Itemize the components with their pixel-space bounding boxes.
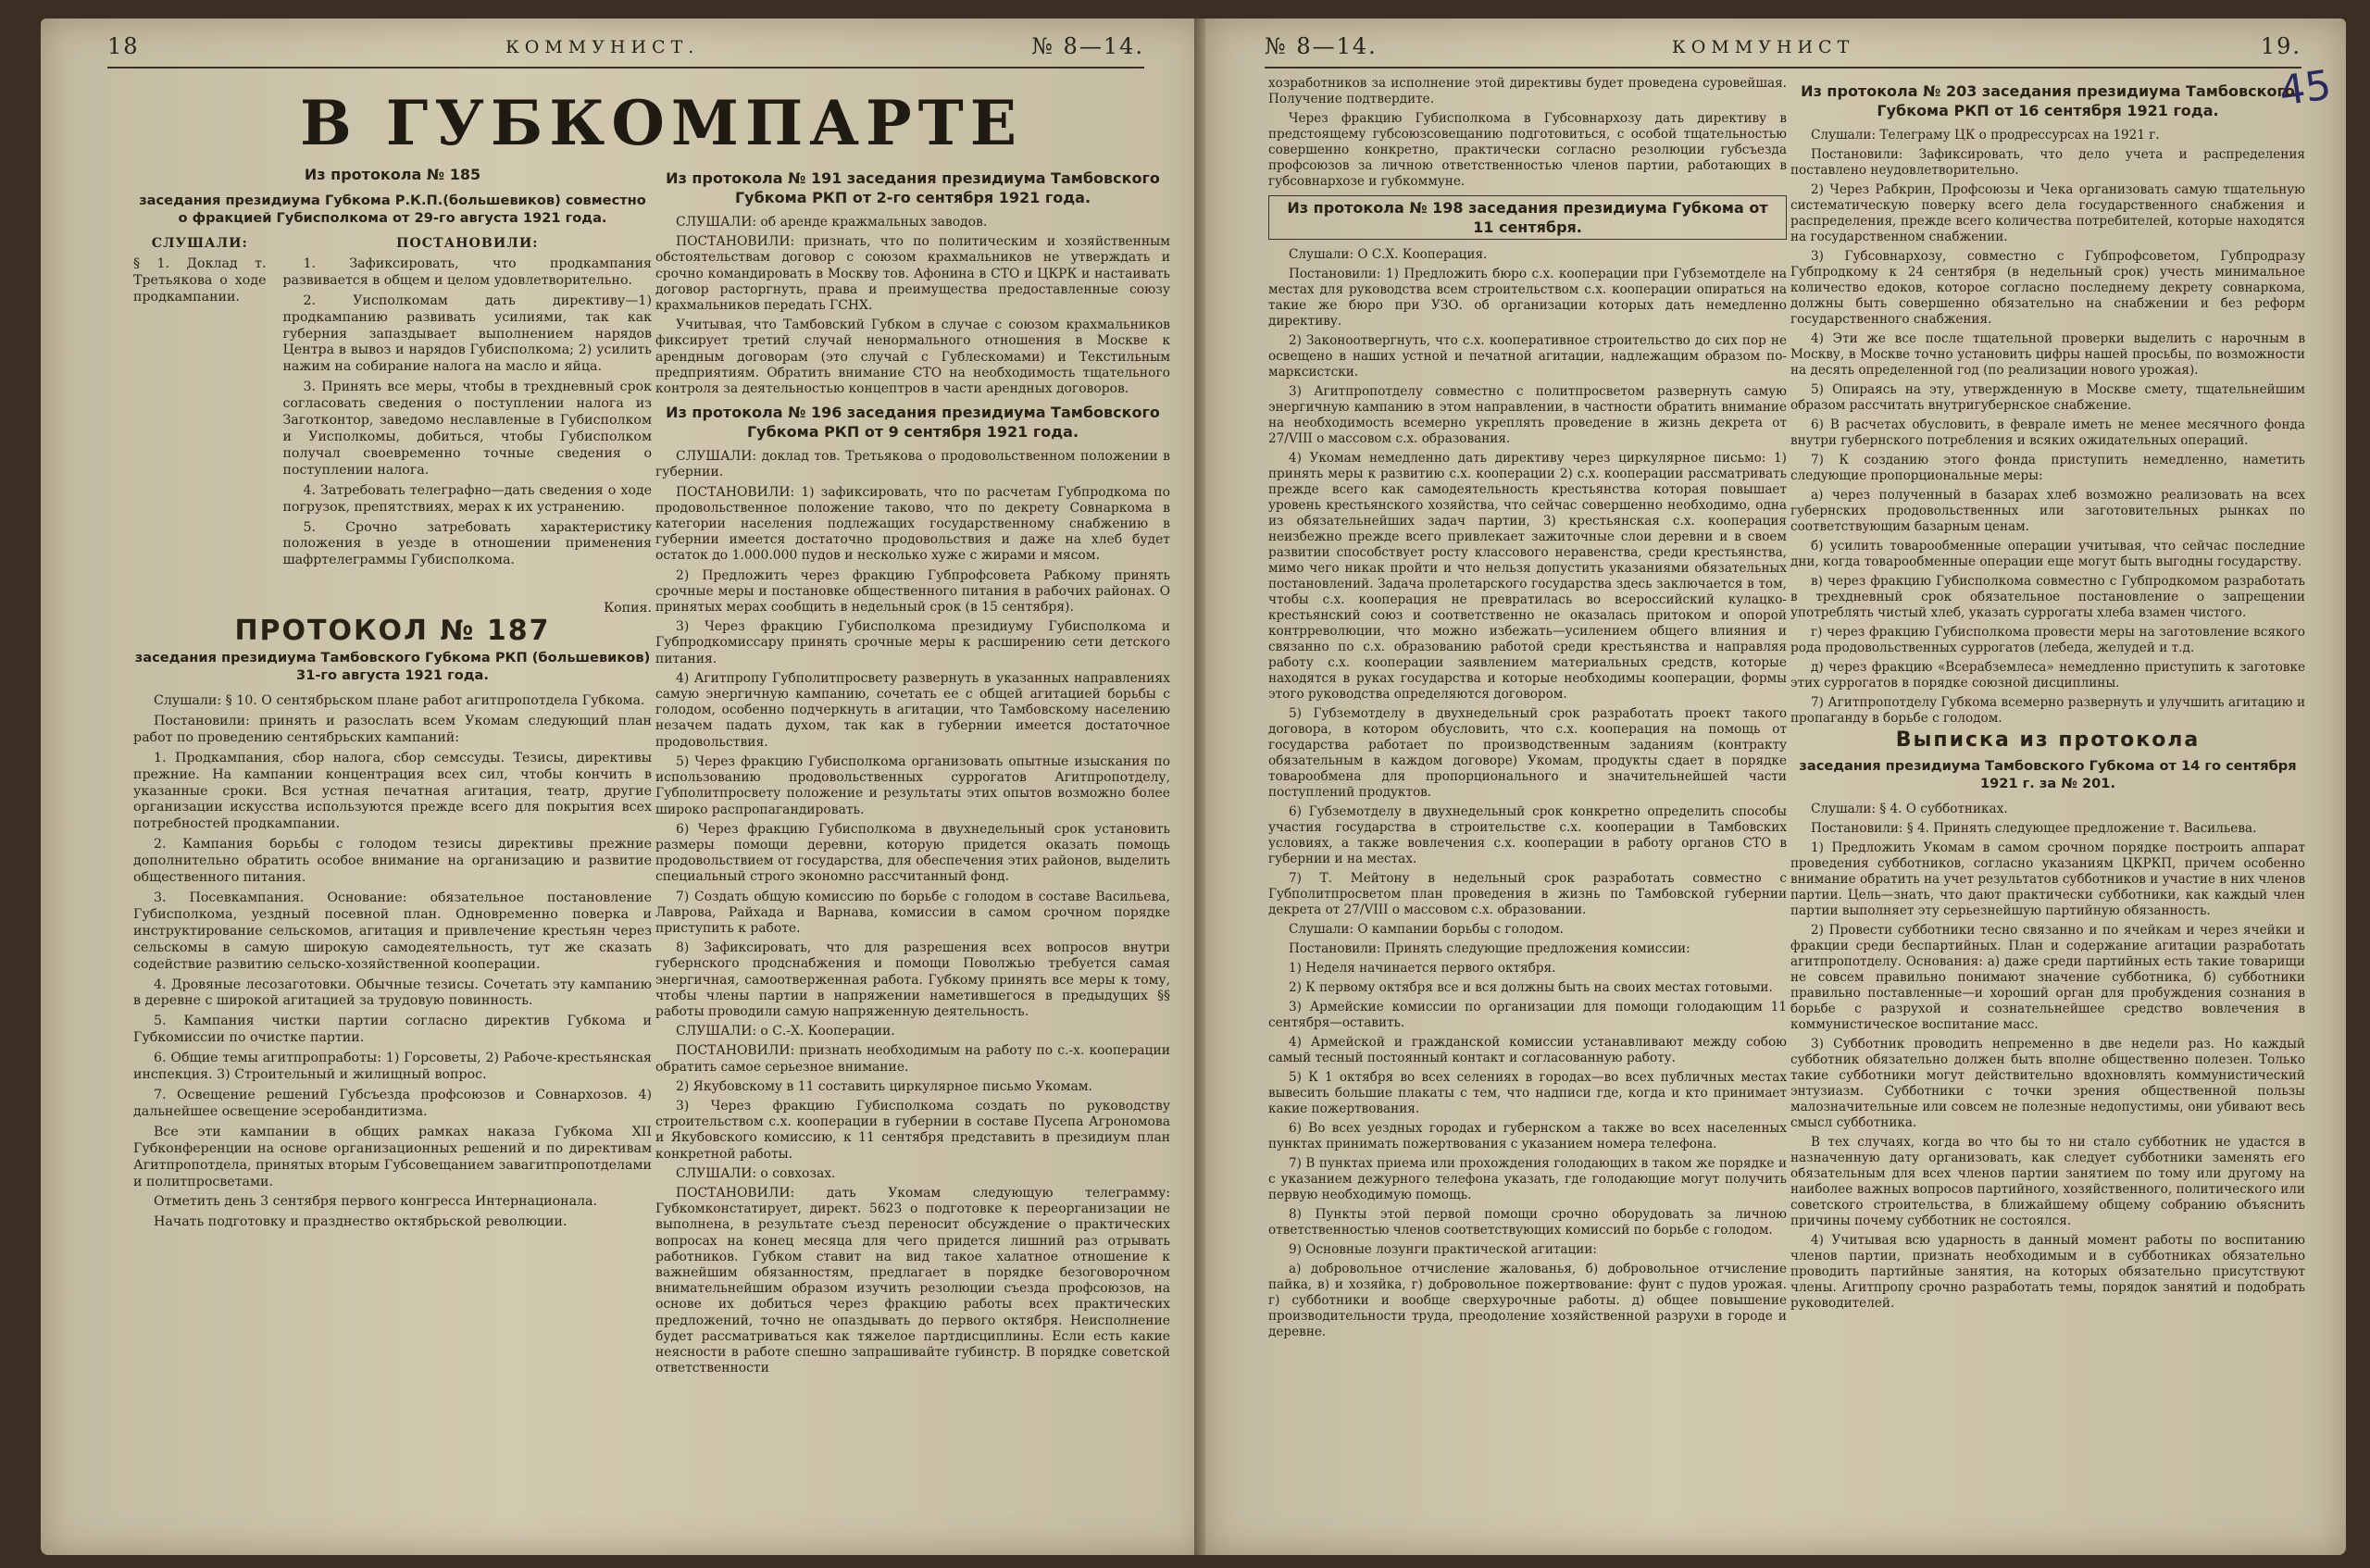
paragraph: 4) Эти же все после тщательной проверки выделить с нарочным в Москву, в Москве точно установить цифры нашей просьбы, по возможности на десять определенной год (по реализации нового урожая). bbox=[1790, 331, 2305, 378]
paragraph: 4. Дровяные лесозаготовки. Обычные тезисы. Сочетать эту кампанию в деревне с широкой агитацией за трудовую повинность. bbox=[133, 977, 652, 1009]
listened-label: СЛУШАЛИ: bbox=[151, 236, 248, 251]
paragraph: 6) В расчетах обусловить, в феврале иметь не менее месячного фонда внутри губернского потребления и всяких ожидательных операций. bbox=[1790, 417, 2305, 448]
left-column-1 bbox=[133, 159, 652, 1235]
paragraph: 7) Т. Мейтону в недельный срок разработать совместно с Губполитпросветом план проведения в жизнь по Тамбовской губернии декрета от 27/VIII о массовом с.х. образовании. bbox=[1268, 871, 1787, 917]
paragraph: СЛУШАЛИ: о совхозах. bbox=[676, 1165, 836, 1181]
paragraph: 5) К 1 октября во всех селениях в городах—во всех публичных местах вывесить большие плакаты с тем, что надписи где, когда и кто принимает какие пожертвования. bbox=[1268, 1070, 1787, 1116]
paragraph: 1. Продкампания, сбор налога, сбор семссуды. Тезисы, директивы прежние. На кампании концентрация всех сил, чтобы кончить в указанные сроки. Вся устная печатная агитация, театр, другие организации искусства используются прежде всего для покрытия всех потребностей продкампании. bbox=[133, 750, 652, 832]
left-running-header bbox=[107, 26, 1144, 68]
paragraph: Все эти кампании в общих рамках наказа Губкома XII Губконференции на основе организационных решений и по директивам Агитпропотдела, принятых вторым Губсовещанием завагитпропотделами и политпросветами. bbox=[133, 1124, 652, 1189]
paragraph: 5. Кампания чистки партии согласно директив Губкома и Губкомиссии по очистке партии. bbox=[133, 1014, 652, 1046]
paragraph: 2) Законоотвергнуть, что с.х. кооперативное строительство до сих пор не освещено в наших устной и печатной агитации, надлежащим образом по-марксистски. bbox=[1268, 333, 1787, 380]
left-page bbox=[41, 19, 1205, 1555]
left-column-2 bbox=[655, 163, 1170, 1380]
protocol-203-heading: Из протокола № 203 заседания президиума Тамбовского Губкома РКП от 16 сентября 1921 года. bbox=[1801, 82, 2295, 119]
paragraph: 3. Посевкампания. Основание: обязательное постановление Губисполкома, уездный посевной план. Одновременно поверка и инструктирование сельскомов, агитация и привлечение крестьян через сельскомы в самую широкую самодеятельность, тут же сказать содействие развитию сельско-хозяйственной кооперации. bbox=[133, 890, 652, 972]
paragraph: 6) Через фракцию Губисполкома в двухнедельный срок установить размеры помощи деревни, которую придется оказать помощь продовольствием от государства, для обеспечения этих районов, выделить специальный строго экономно рассчитанный фонд. bbox=[655, 821, 1170, 885]
handwritten-page-mark: 45 bbox=[2276, 61, 2335, 116]
paragraph: 1) Неделя начинается первого октября. bbox=[1289, 961, 1556, 976]
paragraph: 2) Предложить через фракцию Губпрофсовета Рабкому принять срочные меры и постановке общественного питания в рабочих районах. О принятых мерах сообщить в недельный срок (в 15 сентября). bbox=[655, 567, 1170, 616]
paragraph: Отметить день 3 сентября первого конгресса Интернационала. bbox=[154, 1194, 598, 1210]
paragraph: 3) Через фракцию Губисполкома президиуму Губисполкома и Губпродкомиссару принять срочные меры к расширению сети детского питания. bbox=[655, 619, 1170, 666]
paragraph: 3) Губсовнархозу, совместно с Губпрофсоветом, Губпродразу Губпродкому к 24 сентября (в недельный срок) учесть минимальное количество едоков, которое согласно последнему декрету совнаркома, должны быть совершенно обязательно на снабжении и без реформ государственного снабжения. bbox=[1790, 249, 2305, 327]
paragraph: ПОСТАНОВИЛИ: признать необходимым на работу по с.-х. кооперации обратить самое серьезное внимание. bbox=[655, 1043, 1170, 1075]
paragraph: Слушали: Телеграму ЦК о продрессурсах на 1921 г. bbox=[1811, 128, 2160, 143]
protocol-185-heading: Из протокола № 185 bbox=[304, 166, 481, 183]
paragraph: 5) Опираясь на эту, утвержденную в Москве смету, тщательнейшим образом рассчитать внутригубернское снабжение. bbox=[1790, 382, 2305, 413]
right-page bbox=[1205, 19, 2346, 1555]
left-running-title: КОММУНИСТ. bbox=[505, 37, 700, 57]
paragraph: Постановили: Зафиксировать, что дело учета и распределения поставлено неудовлетворительно. bbox=[1790, 147, 2305, 178]
paragraph: Слушали: § 10. О сентябрьском плане работ агитпропотдела Губкома. bbox=[154, 693, 645, 709]
paragraph: 5. Срочно затребовать характеристику положения в уезде в отношении применения шафртелеграммы Губисполкома. bbox=[282, 519, 652, 568]
paragraph: 1. Зафиксировать, что продкампания развивается в общем и целом удовлетворительно. bbox=[282, 255, 652, 288]
left-page-number: 18 bbox=[107, 33, 140, 59]
paragraph: СЛУШАЛИ: об аренде кражмальных заводов. bbox=[676, 215, 988, 230]
paragraph: 5) Через фракцию Губисполкома организовать опытные изыскания по использованию продовольственных суррогатов Агитпропотделу, Губполитпросвету положение и результаты этих опытов возможно более широко распропагандировать. bbox=[655, 753, 1170, 817]
paragraph: СЛУШАЛИ: доклад тов. Третьякова о продовольственном положении в губернии. bbox=[655, 449, 1170, 480]
listened-text: § 1. Доклад т. Третьякова о ходе продкампании. bbox=[133, 255, 267, 305]
paragraph: 7) Создать общую комиссию по борьбе с голодом в составе Васильева, Лаврова, Райхада и Варнава, комиссии в самом срочном порядке приступить к работе. bbox=[655, 889, 1170, 936]
paragraph: Учитывая, что Тамбовский Губком в случае с союзом крахмальников фиксирует третий случай ненормального отношения в Москве к арендным договорам (это случай с Гублескомами) и Текстильным предприятиям. Обратить внимание СТО на необходимость тщательного контроля за деятельностью концептров в части арендных договоров. bbox=[655, 317, 1170, 397]
right-running-header bbox=[1265, 26, 2301, 68]
protocol-198-heading: Из протокола № 198 заседания президиума Губкома от 11 сентября. bbox=[1268, 195, 1787, 240]
paragraph: 7. Освещение решений Губсъезда профсоюзов и Совнархозов. 4) дальнейшее освещение эсеробандитизма. bbox=[133, 1087, 652, 1119]
paragraph: ПОСТАНОВИЛИ: дать Укомам следующую телеграмму: Губкомконстатирует, директ. 5623 о подготовке к переорганизации не выполнена, в результате съезд переносит обсуждение о практических вопросах на конец месяца для чего придется лишний раз отрывать работников. Губком ставит на вид такое халатное отношение к важнейшим обязанностям, предлагает в порядке безоговорочном внимательнейшим образом изучить резолюции съезда профсоюзов, на основе их добиться через фракцию работы всех практических предложений, точно не опаздывать до первого октября. Неисполнение будет рассматриваться как тяжелое партдисциплины. Если есть какие неясности в работе спешно запрашивайте губинстр. В порядке советской ответственности bbox=[655, 1185, 1170, 1376]
protocol-185-subheading: заседания президиума Губкома Р.К.П.(большевиков) совместно о фракцией Губисполкома от 29-го августа 1921 года. bbox=[139, 193, 646, 226]
paragraph: хозработников за исполнение этой директивы будет проведена суровейшая. Получение подтвердите. bbox=[1268, 76, 1787, 106]
protocol-196-heading: Из протокола № 196 заседания президиума Тамбовского Губкома РКП от 9 сентября 1921 года. bbox=[666, 404, 1160, 442]
paragraph: 1) Предложить Укомам в самом срочном порядке построить аппарат проведения субботников, согласно указаниям ЦКРКП, причем особенно внимание обратить на учет результатов субботников и участие в них членов партии. Цель—знать, что дают практически субботники, как каждый член партии выполняет эту серьезнейшую партийную обязанность. bbox=[1790, 840, 2305, 918]
paragraph: Постановили: принять и разослать всем Укомам следующий план работ по проведению сентябрьских кампаний: bbox=[133, 713, 652, 745]
paragraph: 2. Уисполкомам дать директиву—1) продкампанию развивать усилиями, так как губерния запаздывает выполнением нарядов Центра в вывоз и нарядов Губисполкома; 2) усилить нажим на собирание налога на масло и яйца. bbox=[282, 292, 652, 375]
paragraph: СЛУШАЛИ: о С.-Х. Кооперации. bbox=[676, 1024, 895, 1039]
paragraph: 3) Субботник проводить непременно в две недели раз. Но каждый субботник обязательно должен быть вполне общественно полезен. Только такие субботники могут действительно вдохновлять коммунистический энтузиазм. Субботники с точки зрения общественной пользы малозначительные или совсем не полезные недопустимы, они убивают весь смысл субботника. bbox=[1790, 1037, 2305, 1130]
right-running-title: КОММУНИСТ bbox=[1672, 37, 1855, 57]
paragraph: 7) В пунктах приема или прохождения голодающих в таком же порядке и с указанием дежурного телефона указать, где голодающие могут получить первую необходимую помощь. bbox=[1268, 1156, 1787, 1202]
paragraph: Постановили: § 4. Принять следующее предложение т. Васильева. bbox=[1811, 821, 2257, 836]
paragraph: 4) Агитпропу Губполитпросвету развернуть в указанных направлениях самую энергичную кампанию, сочетать ее с общей агитацией борьбы с голодом, особенно подчеркнуть в агитации, что Тамбовскому населению незачем падать духом, так как в губернии имеется достаточное продовольствия. bbox=[655, 670, 1170, 750]
paragraph: Постановили: 1) Предложить бюро с.х. кооперации при Губземотделе на местах для руководства всем строительством с.х. кооперации опираться на такие же бюро при УЗО. об организации которых дать немедленно директиву. bbox=[1268, 267, 1787, 329]
paragraph: 2) Через Рабкрин, Профсоюзы и Чека организовать самую тщательную систематическую поверку всего дела государственного снабжения и распределения, прежде всего количества потребителей, которые находятся на государственном снабжении. bbox=[1790, 182, 2305, 244]
paragraph: 4. Затребовать телеграфно—дать сведения о ходе погрузок, препятствиях, мерах к их устранению. bbox=[282, 482, 652, 515]
paragraph: 4) Укомам немедленно дать директиву через циркулярное письмо: 1) принять меры к развитию с.х. кооперации 2) с.х. кооперации рассматривать прежде всего как самодеятельность крестьянства которая повышает уровень крестьянского хозяйства, что сейчас совершенно необходимо, одна из обязательнейших задач партии, 3) крестьянская с.х. кооперация неизбежно прежде всего привлекает зажиточные слои деревни и в своем развитии способствует росту классового неравенства, среди крестьянства, мимо чего никак пройти и что нельзя допустить указаниями обязательных постановлений. Задача пролетарского государства здесь заключается в том, чтобы с.х. кооперация не превратилась во всероссийский кулацко-крестьянский союз и соответственно не оказалась притоком и опорой контрреволюции, что можно избежать—усилением общего влияния и связанно по с.х. образованию работой среди крестьянства и направляя работу с.х. кооперации заявлением материальных средств, которые находятся в руках государства и которые необходимы кооперации, формы этого руководства определяются договором. bbox=[1268, 451, 1787, 702]
paragraph: 3) Агитпропотделу совместно с политпросветом развернуть самую энергичную кампанию в этом направлении, в частности обратить внимание на необходимость всемерно укреплять проведение в жизнь декрета от 27/VIII о массовом с.х. образования. bbox=[1268, 384, 1787, 446]
paragraph: 8) Зафиксировать, что для разрешения всех вопросов внутри губернского продснабжения и помощи Поволжью требуется самая энергичная, самоотверженная работа. Губкому принять все меры к тому, чтобы члены партии в напряжении наметившегося в предыдущих §§ работы проводили самую напряженную деятельность. bbox=[655, 940, 1170, 1019]
paragraph: 6) Губземотделу в двухнедельный срок конкретно определить способы участия государства в строительстве с.х. кооперации в Тамбовских условиях, а также вовлечения с.х. кооперации в работу органов СТО в губернии и на местах. bbox=[1268, 804, 1787, 866]
paragraph: Слушали: § 4. О субботниках. bbox=[1811, 802, 2008, 816]
decided-label: ПОСТАНОВИЛИ: bbox=[395, 236, 539, 251]
paragraph: в) через фракцию Губисполкома совместно с Губпродкомом разработать в трехдневный срок обязательное постановление о запрещении употреблять чистый хлеб, указать суррогаты хлеба взамен чистого. bbox=[1790, 574, 2305, 620]
paragraph: 3) Через фракцию Губисполкома создать по руководству строительством с.х. кооперации в губернии в составе Пусепа Агрономова и Якубовского комиссию, к 11 сентября представить в президиум план конкретной работы. bbox=[655, 1098, 1170, 1162]
paragraph: Начать подготовку и празднество октябрьской революции. bbox=[154, 1214, 568, 1230]
protocol-187-heading: ПРОТОКОЛ № 187 bbox=[234, 615, 551, 648]
paragraph: 2. Кампания борьбы с голодом тезисы директивы прежние дополнительно обратить особое внимание на организацию и развитие общественного питания. bbox=[133, 837, 652, 886]
paragraph: Постановили: Принять следующие предложения комиссии: bbox=[1289, 941, 1690, 956]
paragraph: а) добровольное отчисление жалованья, б) добровольное отчисление пайка, в) и хозяйка, г) добровольное пожертвование: фунт с пудов урожая. г) субботники и вообще сверхурочные работы. д) общее повышение производительности труда, преодоление хозяйственной разрухи в городе и деревне. bbox=[1268, 1262, 1787, 1339]
paragraph: 5) Губземотделу в двухнедельный срок разработать проект такого договора, в котором обусловить, что с.х. кооперация на помощь от государства работает по производственным заданиям (контракту обязательным в каждом договоре) Укомам, продукты сдает в порядке товарообмена для пропорционального и значительнейшей части поступлений продуктов. bbox=[1268, 706, 1787, 800]
section-title: В ГУБКОМПАРТЕ bbox=[300, 87, 1024, 159]
paragraph: 4) Учитывая всю ударность в данный момент работы по воспитанию членов партии, признать необходимым и в субботниках обязательно проводить партийные занятия, на которых обязательно присутствуют члены. Агитпропу срочно разработать темы, порядок занятий и подобрать руководителей. bbox=[1790, 1233, 2305, 1311]
extract-heading: Выписка из протокола bbox=[1895, 728, 2201, 752]
protocol-191-heading: Из протокола № 191 заседания президиума Тамбовского Губкома РКП от 2-го сентября 1921 года. bbox=[666, 169, 1160, 206]
paragraph: 8) Пункты этой первой помощи срочно оборудовать за личною ответственностью членов соответствующих комиссий по борьбе с голодом. bbox=[1268, 1207, 1787, 1238]
extract-subheading: заседания президиума Тамбовского Губкома от 14 го сентября 1921 г. за № 201. bbox=[1799, 758, 2297, 791]
paragraph: ПОСТАНОВИЛИ: признать, что по политическим и хозяйственным обстоятельствам договор с союзом крахмальников не утверждать и срочно командировать в Москву тов. Афонина в СТО и ЦКРК и настаивать договор расторгнуть, права и преимущества предоставленные союзу крахмальников передать ГСНХ. bbox=[655, 234, 1170, 314]
paragraph: б) усилить товарообменные операции учитывая, что сейчас последние дни, когда товарообменные операции еще могут быть выгодны государству. bbox=[1790, 539, 2305, 569]
right-page-number: 19. bbox=[2260, 33, 2301, 59]
paragraph: 9) Основные лозунги практической агитации: bbox=[1289, 1242, 1597, 1257]
paragraph: 6. Общие темы агитпропработы: 1) Горсоветы, 2) Рабоче-крестьянская инспекция. 3) Строительный и жилищный вопрос. bbox=[133, 1051, 652, 1083]
copy-note: Копия. bbox=[604, 601, 652, 616]
paragraph: В тех случаях, когда во что бы то ни стало субботник не удастся в назначенную дату организовать, как следует субботники заменять его обязательным для всех членов партии занятием по тому или другому на наиболее важных вопросов партийного, хозяйственного, политического или советского строительства, в ближайшему общему собранию объяснить причины почему субботник не состоялся. bbox=[1790, 1135, 2305, 1228]
paragraph: 7) Агитпропотделу Губкома всемерно развернуть и улучшить агитацию и пропаганду в борьбе с голодом. bbox=[1790, 695, 2305, 726]
right-column-1 bbox=[1268, 76, 1787, 1344]
paragraph: Слушали: О С.Х. Кооперация. bbox=[1289, 247, 1488, 262]
paragraph: ПОСТАНОВИЛИ: 1) зафиксировать, что по расчетам Губпродкома по продовольственное положение таково, что по декрету Совнаркома в категории населения подлежащих государственному снабжению в губернии имеется достаточно продовольствия и даже на хлеб будет остаток до 1.000.000 пудов и несколько хуже с жирами и мясом. bbox=[655, 484, 1170, 564]
right-issue-number: № 8—14. bbox=[1265, 33, 1378, 59]
paragraph: 4) Армейской и гражданской комиссии устанавливают между собою самый тесный постоянный контакт и согласованную работу. bbox=[1268, 1035, 1787, 1065]
paragraph: д) через фракцию «Всерабземлеса» немедленно приступить к заготовке этих суррогатов в порядке союзной дисциплины. bbox=[1790, 660, 2305, 691]
paragraph: 7) К созданию этого фонда приступить немедленно, наметить следующие пропорциональные меры: bbox=[1790, 453, 2305, 483]
paragraph: 6) Во всех уездных городах и губернском а также во всех населенных пунктах принимать пожертвования с указанием номера телефона. bbox=[1268, 1121, 1787, 1151]
paragraph: 2) Провести субботники тесно связанно и по ячейкам и через ячейки и фракции среди беспартийных. План и содержание агитации разработать агитпропотделу. Основания: а) даже среди партийных есть такие товарищи не совсем правильно понимают значение субботника, б) субботники правильно поставленные—и хороший орган для пробуждения сознания в борьбе с разрухой и сознательнейшее средство вовлечения в коммунистическое воспитание масс. bbox=[1790, 923, 2305, 1032]
paragraph: а) через полученный в базарах хлеб возможно реализовать на всех губернских продовольственных или заготовительных рынках по соответствующим базарным ценам. bbox=[1790, 488, 2305, 534]
paragraph: Слушали: О кампании борьбы с голодом. bbox=[1289, 922, 1564, 937]
paragraph: 3) Армейские комиссии по организации для помощи голодающим 11 сентября—оставить. bbox=[1268, 1000, 1787, 1030]
left-issue-number: № 8—14. bbox=[1031, 33, 1144, 59]
protocol-185-body bbox=[133, 236, 652, 573]
paragraph: 2) Якубовскому в 11 составить циркулярное письмо Укомам. bbox=[676, 1078, 1092, 1094]
paragraph: Через фракцию Губисполкома в Губсовнархозу дать директиву в предстоящему губсоюзсовещанию подготовиться, с особой тщательностью совершенно конкретно, практически согласно резолюции губсъезда профсоюзов за личною ответственностью членов партии, работающих в губсовнархозе и губкоммуне. bbox=[1268, 111, 1787, 189]
paragraph: 2) К первому октября все и вся должны быть на своих местах готовыми. bbox=[1289, 980, 1773, 995]
right-column-2 bbox=[1790, 76, 2305, 1315]
paragraph: г) через фракцию Губисполкома провести меры на заготовление всякого рода продовольственных суррогатов (лебеда, желудей и т.д. bbox=[1790, 625, 2305, 655]
paragraph: 3. Принять все меры, чтобы в трехдневный срок согласовать сведения о поступлении налога из Заготконтор, заведомо неславленые в Губисполком и Уисполкомы, добиться, чтобы Губисполком получал своевременно точные сведения о поступлении налога. bbox=[282, 380, 652, 478]
protocol-187-subheading: заседания президиума Тамбовского Губкома РКП (большевиков) 31-го августа 1921 года. bbox=[134, 650, 651, 684]
